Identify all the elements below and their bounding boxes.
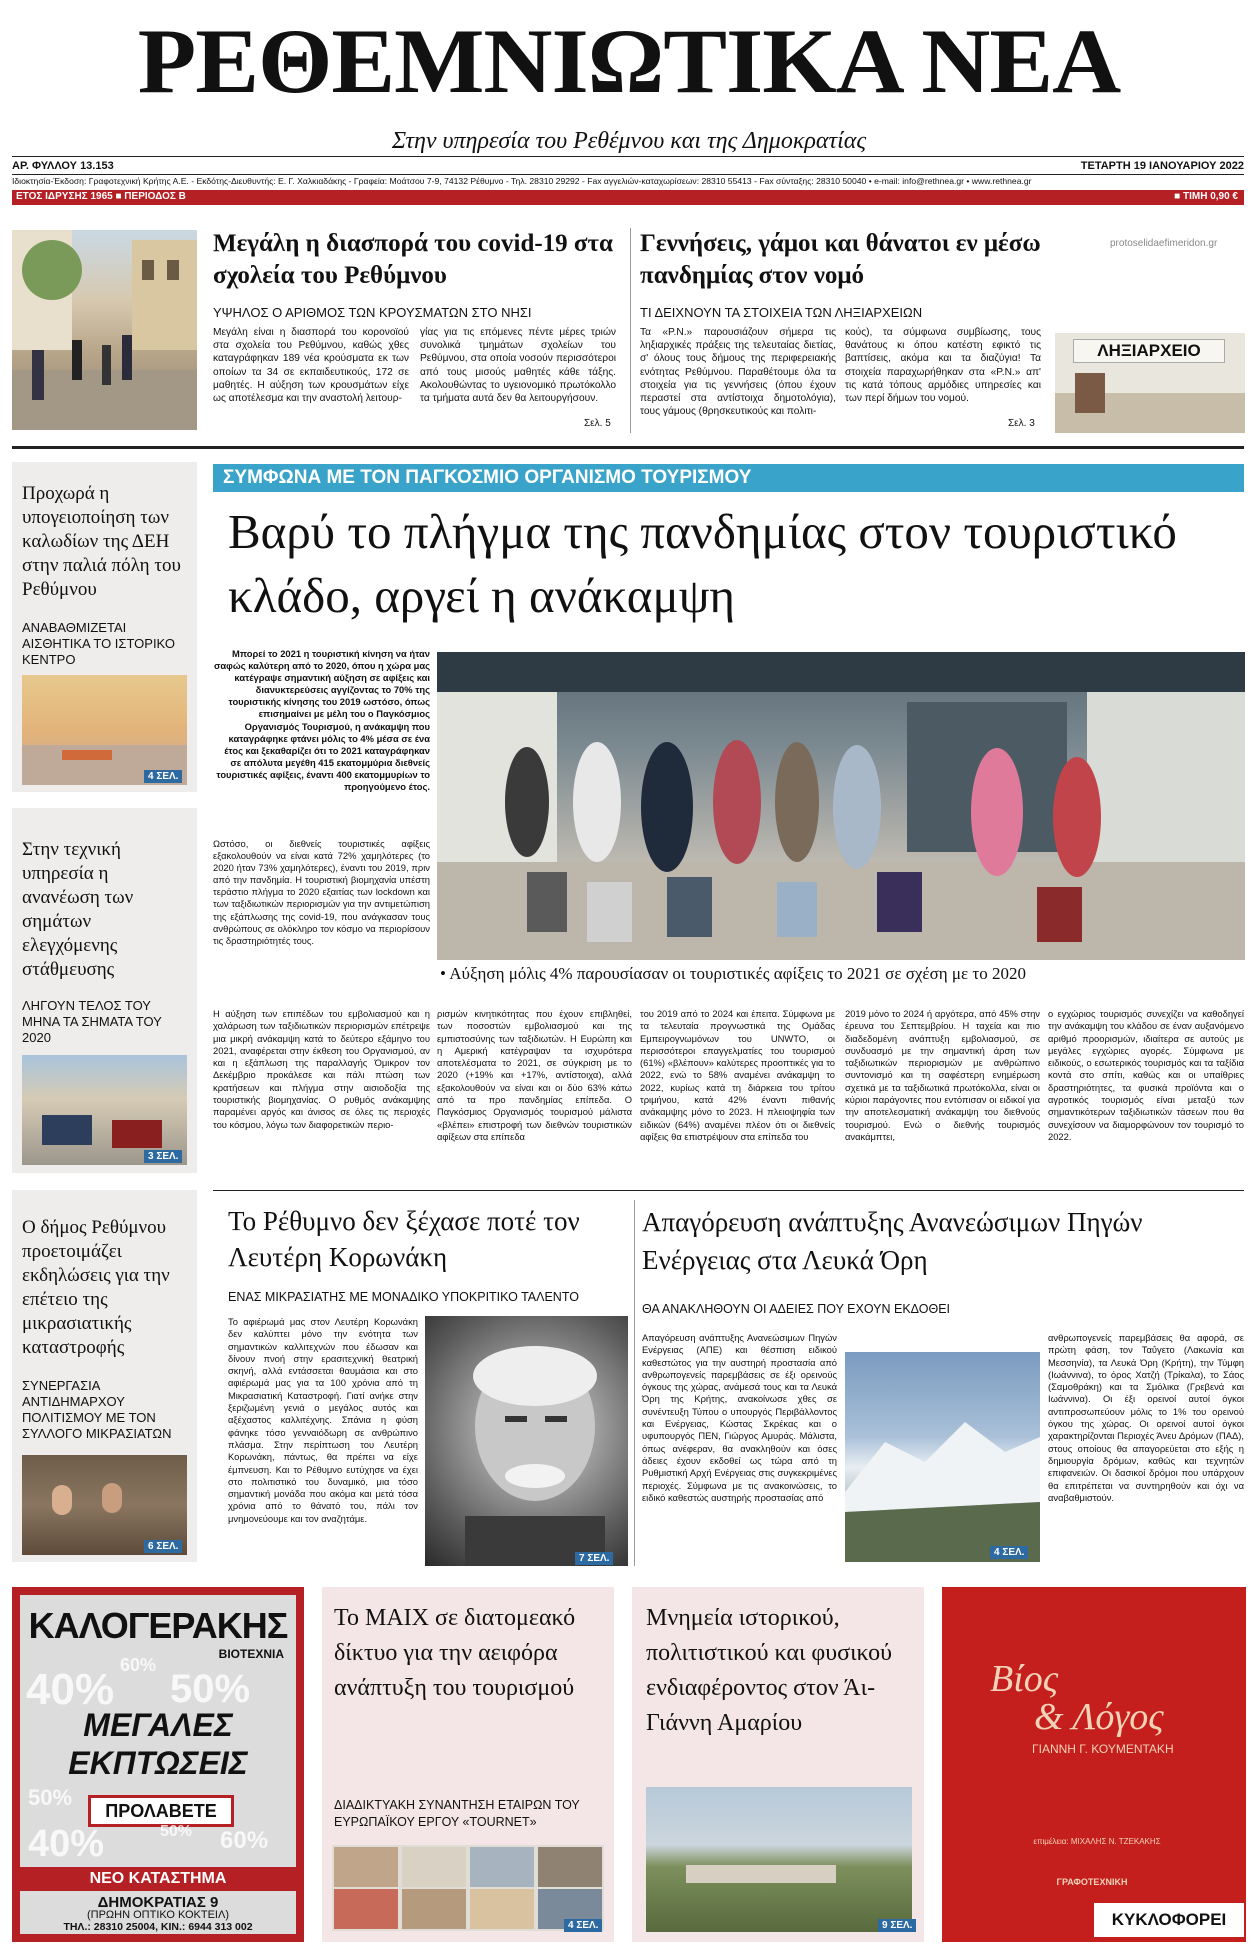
video-tile — [538, 1847, 602, 1887]
ad-brand-sub: ΒΙΟΤΕΧΝΙΑ — [218, 1647, 284, 1661]
ad-address: ΔΗΜΟΚΡΑΤΙΑΣ 9 — [97, 1894, 219, 1911]
sidebar-headline: Ο δήμος Ρεθύμνου προετοιμάζει εκδηλώσεις για την επέτειο της μικρασιατικής καταστροφής — [22, 1217, 170, 1358]
sidebar-subhead: ΛΗΓΟΥΝ ΤΕΛΟΣ ΤΟΥ ΜΗΝΑ ΤΑ ΣΗΜΑΤΑ ΤΟΥ 2020 — [22, 998, 162, 1045]
roadworks-barrier — [62, 750, 112, 760]
ad-percent: 60% — [120, 1655, 157, 1675]
main-col3: του 2019 από το 2024 και έπειτα. Σύμφωνα με τα τελευταία προγνωστικά της Ομάδας Εμπειρογνωμόνων του UNWTO, οι περισσότεροι επαγγελματίες του τουρισμού (61%) «βλέπουν» καλύτερες προοπτικές για το 2022, ενώ το 58% αναμένει ανάκαμψη το 2022, κυρίως κατά τη διάρκεια του τρίτου τριμήνου, κατά 42% έναντι πιθανής ανάκαμψης μόνο το 2023. Η πλειοψηφία των ειδικών (64%) αναμένει πλέον ότι οι διεθνείς αφίξεις θα επιστρέψουν στα επίπεδα του — [640, 1008, 835, 1142]
top-right-headline: Γεννήσεις, γάμοι και θάνατοι εν μέσω πανδημίας στον νομό — [640, 230, 1041, 289]
issue-date: ΤΕΤΑΡΤΗ 19 ΙΑΝΟΥΑΡΙΟΥ 2022 — [1080, 160, 1244, 172]
person — [52, 1485, 72, 1515]
maich-box — [322, 1587, 614, 1942]
video-tile — [402, 1847, 466, 1887]
koronakis-subhead: ΕΝΑΣ ΜΙΚΡΑΣΙΑΤΗΣ ΜΕ ΜΟΝΑΔΙΚΟ ΥΠΟΚΡΙΤΙΚΟ ΤΑΛΕΝΤΟ — [228, 1290, 579, 1304]
sidebar-headline: Στην τεχνική υπηρεσία η ανανέωση των σημάτων ελεγχόμενης στάθμευσης — [22, 839, 134, 980]
issue-number: ΑΡ. ΦΥΛΛΟΥ 13.153 — [12, 160, 114, 172]
main-col5: ο εγχώριος τουρισμός συνεχίζει να καθοδηγεί την ανάκαμψη του κλάδου σε έναν αυξανόμενο αριθμό προορισμών, ιδιαίτερα σε αυτούς με μεγάλες εγχώριες αγορές. Σύμφωνα με ειδικούς, ο εσωτερικός τουρισμός και τα ταξίδια κοντά στο σπίτι, καθώς και οι υπαίθριες δραστηριότητες, τα φυσικά προϊόντα και ο αγροτικός τουρισμός είναι μεταξύ των σημαντικότερων ταξιδιωτικών τάσεων που θα συνεχίσουν να διαμορφώνουν τον τουρισμό το 2022. — [1048, 1008, 1244, 1142]
koronakis-headline: Το Ρέθυμνο δεν ξέχασε ποτέ τον Λευτέρη Κορωνάκη — [228, 1206, 580, 1272]
ad-address2: (ΠΡΩΗΝ ΟΠΤΙΚΟ ΚΟΚΤΕΙΛ) — [86, 1909, 229, 1921]
sidebar-photo — [22, 1055, 187, 1165]
top-right-page: Σελ. 3 — [1008, 418, 1035, 429]
monuments-box — [632, 1587, 924, 1942]
ad-percent: 40% — [28, 1823, 105, 1865]
lefka-ori-photo — [845, 1352, 1040, 1562]
covid-schools-photo — [12, 230, 197, 430]
lefka-ori-page-badge: 4 ΣΕΛ. — [990, 1546, 1028, 1559]
airport-travelers-image — [437, 652, 1245, 960]
kalogerakis-ad[interactable] — [12, 1587, 304, 1942]
lefka-ori-col2: ανθρωπογενείς παρεμβάσεις θα αφορά, σε πρώτη φάση, τον Ταΰγετο (Λακωνία και Μεσσηνία), τα Λευκά Όρη (Κρήτη), την Τύμφη (Ιωάννινα), το όρος Χατζή (Τρίκαλα), το Σάος (Σαμοθράκη) και τα Σμόλικα (Γρεβενά και Ιωάννινα). Οι έξι ορεινοί αυτοί όγκοι αντιπροσωπεύουν μόλις το 1% του ορεινού όγκου της χώρας. Οι ορεινοί αυτοί όγκοι χαρακτηρίζονται Περιοχές Άνευ Δρόμων (ΠΑΔ), στους οποίους θα απαγορεύεται στο εξής η δημιουργία δρόμων, καθώς και τεχνητών επιφανειών. Οι δασικοί δρόμοι που υπάρχουν θα επιτρέπεται να συντηρηθούν και όχι να αναβαθμιστούν. — [1048, 1332, 1244, 1503]
book-title2: & Λόγος — [1034, 1696, 1164, 1738]
street-scene-image — [12, 230, 197, 430]
ad-phone: ΤΗΛ.: 28310 25004, ΚΙΝ.: 6944 313 002 — [63, 1921, 253, 1933]
ad-percent: 50% — [160, 1823, 193, 1840]
ad-line1: ΜΕΓΑΛΕΣ — [83, 1707, 233, 1743]
ad-percent: 50% — [28, 1785, 73, 1810]
ad-percent: 40% — [26, 1665, 115, 1714]
masthead-title: ΡΕΘΕΜΝΙΩΤΙΚΑ ΝΕΑ — [137, 10, 1121, 112]
village-houses — [686, 1865, 836, 1883]
sidebar-box-1 — [12, 462, 197, 792]
koronakis-page-badge: 7 ΣΕΛ. — [575, 1552, 613, 1565]
top-right-col2: κούς), τα σύμφωνα συμβίωσης, τους θανάτους κι όπου κατέστη εφικτό τις βαπτίσεις, ακόμα και τα διαζύγια! Τα στοιχεία παραχωρήθηκαν στα «Ρ.Ν.» απ' τις κατά τόπους αρμόδιες υπηρεσίες και των περί δήμων του νομού. — [845, 327, 1041, 405]
price-text: ■ ΤΙΜΗ 0,90 € — [1174, 191, 1238, 202]
maich-page-badge: 4 ΣΕΛ. — [564, 1919, 602, 1932]
lefka-ori-subhead: ΘΑ ΑΝΑΚΛΗΘΟΥΝ ΟΙ ΑΔΕΙΕΣ ΠΟΥ ΕΧΟΥΝ ΕΚΔΟΘΕΙ — [642, 1302, 951, 1316]
masthead-slogan: Στην υπηρεσία του Ρεθέμνου και της Δημοκρατίας — [391, 128, 867, 154]
watermark: protoselidaefimeridon.gr — [1110, 238, 1218, 249]
book-ad[interactable] — [942, 1587, 1246, 1942]
book-publisher: ΓΡΑΦΟΤΕΧΝΙΚΗ — [1056, 1877, 1128, 1887]
top-right-col1: Τα «Ρ.Ν.» παρουσιάζουν σήμερα τις ληξιαρχικές πράξεις της τελευταίας διετίας, σ' όλους τους δήμους της περιφερειακής ενότητας Ρεθύμνου. Παραθέτουμε όλα τα στοιχεία για τις γεννήσεις (όπου έχουν περαστεί στα αντίστοιχα δημοτολόγια), τους γάμους (θρησκευτικούς και πολιτι- — [640, 327, 836, 418]
ad-brand: ΚΑΛΟΓΕΡΑΚΗΣ — [28, 1605, 288, 1646]
top-left-headline: Μεγάλη η διασπορά του covid-19 στα σχολεία του Ρεθύμνου — [213, 230, 613, 289]
maich-headline: Το ΜΑΙΧ σε διατομεακό δίκτυο για την αειφόρα ανάπτυξη του τουρισμού — [334, 1605, 576, 1701]
sidebar-page-badge: 4 ΣΕΛ. — [144, 770, 182, 783]
ad-new-store: ΝΕΟ ΚΑΤΑΣΤΗΜΑ — [20, 1867, 296, 1891]
registry-sign: ΛΗΞΙΑΡΧΕΙΟ — [1073, 339, 1225, 363]
sidebar-subhead: ΣΥΝΕΡΓΑΣΙΑ ΑΝΤΙΔΗΜΑΡΧΟΥ ΠΟΛΙΤΙΣΜΟΥ ΜΕ ΤΟΝ ΣΥΛΛΟΓΟ ΜΙΚΡΑΣΙΑΤΩΝ — [22, 1378, 172, 1441]
ad-inner — [20, 1595, 296, 1934]
video-tile — [402, 1889, 466, 1929]
book-editor: επιμέλεια: ΜΙΧΑΛΗΣ Ν. ΤΖΕΚΑΚΗΣ — [1033, 1837, 1161, 1846]
video-tile — [470, 1847, 534, 1887]
top-right-subhead: ΤΙ ΔΕΙΧΝΟΥΝ ΤΑ ΣΤΟΙΧΕΙΑ ΤΩΝ ΛΗΞΙΑΡΧΕΙΩΝ — [640, 305, 923, 320]
founded-text: ΕΤΟΣ ΙΔΡΥΣΗΣ 1965 ■ ΠΕΡΙΟΔΟΣ Β — [16, 191, 186, 202]
sidebar-subhead: ΑΝΑΒΑΘΜΙΖΕΤΑΙ ΑΙΣΘΗΤΙΚΑ ΤΟ ΙΣΤΟΡΙΚΟ ΚΕΝΤΡΟ — [22, 620, 175, 667]
maich-subhead: ΔΙΑΔΙΚΤΥΑΚΗ ΣΥΝΑΝΤΗΣΗ ΕΤΑΙΡΩΝ ΤΟΥ ΕΥΡΩΠΑΪΚΟΥ ΕΡΓΟΥ «TOURNET» — [334, 1798, 580, 1829]
main-col1: Ωστόσο, οι διεθνείς τουριστικές αφίξεις εξακολουθούν να είναι κατά 72% χαμηλότερες (το 2020 ήταν 73% χαμηλότερες), έναντι του 2019, πριν από την πανδημία. Η τουριστική βιομηχανία υπέστη τεράστιο πλήγμα το 2020 εξαιτίας των lockdown και των ταξιδιωτικών περιορισμών για την αντιμετώπιση της εξάπλωσης της covid-19, που ανάγκασαν τους ανθρώπους σε ολόκληρο τον κόσμο να περιορίσουν τις δραστηριότητές τους. — [213, 838, 430, 946]
divider — [12, 156, 1244, 157]
top-left-subhead: ΥΨΗΛΟΣ Ο ΑΡΙΘΜΟΣ ΤΩΝ ΚΡΟΥΣΜΑΤΩΝ ΣΤΟ ΝΗΣΙ — [213, 305, 532, 320]
sidebar-page-badge: 6 ΣΕΛ. — [144, 1540, 182, 1553]
lefka-ori-headline: Απαγόρευση ανάπτυξης Ανανεώσιμων Πηγών Ενέργειας στα Λευκά Όρη — [642, 1207, 1143, 1275]
sidebar-photo — [22, 675, 187, 785]
airport-photo — [437, 652, 1245, 960]
ad-line2: ΕΚΠΤΩΣΕΙΣ — [68, 1745, 248, 1781]
main-lead: Μπορεί το 2021 η τουριστική κίνηση να ήταν σαφώς καλύτερη από το 2020, όπου η χώρα μας κατέγραψε σημαντική αύξηση σε αφίξεις και διανυκτερεύσεις αγγίζοντας το 70% της τουριστικής κίνησης του 2019 ωστόσο, όπως επισημαίνει με μέλη του ο Παγκόσμιος Οργανισμός Τουρισμού, η ανάκαμψη που καταγράφηκε φτάνει μόλις το 4% μέσα σε ένα έτος και ξεκαθαρίζει ότι το 2021 καταγράφηκαν σε απόλυτα μεγέθη 415 εκατομμύρια διεθνείς τουριστικές αφίξεις, έναντι 400 εκατομμυρίων το προηγούμενο έτος. — [213, 648, 430, 793]
parked-car — [42, 1115, 92, 1145]
monuments-headline: Μνημεία ιστορικού, πολιτιστικού και φυσικού ενδιαφέροντος στον Άι-Γιάννη Αμαρίου — [646, 1605, 892, 1736]
koronakis-body: Το αφιέρωμά μας στον Λευτέρη Κορωνάκη δεν καλύπτει μόνο την ενότητα των σημαντικών καλλιτεχνών που έδωσαν και δίνουν πνοή στην ερασιτεχνική θεατρική σκηνή, αλλά εντάσσεται θαυμάσια και στο αφιέρωμά μας για τα 100 χρόνια από τη Μικρασιατική Καταστροφή. Γιατί ανήκε στην ξεριζωμένη γενιά ο μεγάλος αυτός και αξέχαστος καλλιτέχνης. Σπάνια η φύση φάνηκε τόσο γενναιόδωρη σε ανθρώπινο πλάσμα. Στην περίπτωση του Λευτέρη Κορωνάκη, πάντως, θα πρέπει να είχε έμπνευση. Και το Ρέθυμνο ευτύχησε να έχει στο πολιτιστικό του δυναμικό, μια τόσο σημαντική μονάδα που ακόμα και μετά τόσα χρόνια από το θάνατό του, πάλι τον μνημονεύουμε και τον αναζητάμε. — [228, 1316, 418, 1524]
video-tile — [334, 1847, 398, 1887]
sidebar-box-3 — [12, 1190, 197, 1562]
section-divider — [12, 446, 1244, 449]
column-divider — [630, 228, 631, 433]
divider — [12, 174, 1244, 175]
main-photo-caption: • Αύξηση μόλις 4% παρουσίασαν οι τουριστικές αφίξεις το 2021 σε σχέση με το 2020 — [440, 964, 1026, 983]
registry-office-photo — [1055, 333, 1245, 433]
book-banner: ΚΥΚΛΟΦΟΡΕΙ — [1094, 1903, 1244, 1937]
main-col4: 2019 μόνο το 2024 ή αργότερα, από 45% στην έρευνα του Σεπτεμβρίου. Η ταχεία και πιο διαδεδομένη ανάπτυξη εμβολιασμού, σε συνδυασμό με την σημαντική άρση των ταξιδιωτικών περιορισμών με ανθρώπινο συντονισμό και τη σαφέστερη ενημέρωση σχετικά με τα ταξιδιωτικά πρωτόκολλα, είναι οι κύριοι παράγοντες που εντόπισαν οι ειδικοί για την αποτελεσματική ανάκαμψη του διεθνούς τουρισμού. Ενώ ο διεθνής τουρισμός ανακάμπτει, — [845, 1008, 1040, 1142]
person — [102, 1483, 122, 1513]
top-left-page: Σελ. 5 — [584, 418, 611, 429]
top-left-col1: Μεγάλη είναι η διασπορά του κορονοϊού στα σχολεία του Ρεθύμνου, καθώς χθες καταγράφηκαν 189 νέα κρούσματα εκ των οποίων τα 34 σε εκπαιδευτικούς, 172 σε μαθητές. Η αύξηση των κρουσμάτων είχε ως αποτέλεσμα και την αναστολή λειτουρ- — [213, 327, 409, 405]
koronakis-portrait — [425, 1316, 628, 1566]
main-kicker: ΣΥΜΦΩΝΑ ΜΕ ΤΟΝ ΠΑΓΚΟΣΜΙΟ ΟΡΓΑΝΙΣΜΟ ΤΟΥΡΙΣΜΟΥ — [213, 464, 1244, 492]
lefka-ori-col1: Απαγόρευση ανάπτυξης Ανανεώσιμων Πηγών Ενέργειας (ΑΠΕ) και θέσπιση ειδικού καθεστώτος για την αυστηρή προστασία από ανθρωπογενείς παρεμβάσεις σε έξι ορεινούς όγκους της χώρας, ανάμεσά τους και τα Λευκά Όρη της Κρήτης, ανακοίνωσε χθες σε συνέντευξη Τύπου ο υπουργός Περιβάλλοντος και Ενέργειας, Κώστας Σκρέκας και ο υφυπουργός ΠΕΝ, Γιώργος Αμυράς. Μάλιστα, όπως ανέφεραν, θα ανακληθούν και όσες άδειες έχουν εκδοθεί ως τώρα από τη Ρυθμιστική Αρχή Ενέργειας στις συγκεκριμένες περιοχές. Σύμφωνα με τις ανακοινώσεις, το ειδικό καθεστώς αυστηρής προστασίας από — [642, 1332, 837, 1503]
book-title1: Βίος — [990, 1658, 1059, 1700]
village-photo — [646, 1787, 912, 1932]
ad-cta[interactable]: ΠΡΟΛΑΒΕΤΕ — [88, 1795, 234, 1827]
publisher-line: Ιδιοκτησία-Έκδοση: Γραφοτεχνική Κρήτης Α.Ε. - Εκδότης-Διευθυντής: Ε. Γ. Χαλκιαδάκης - Γραφεία: Μοάτσου 7-9, 74132 Ρέθυμνο - Τηλ. 28310 29292 - Fax αγγελιών-καταχωρίσεων: 28310 55413 - Fax σύνταξης: 28310 50040 • e-mail: info@rethnea.gr • www.rethnea.gr — [12, 176, 1032, 186]
sidebar-headline: Προχωρά η υπογειοποίηση των καλωδίων της ΔΕΗ στην παλιά πόλη του Ρεθύμνου — [22, 483, 181, 600]
office-door — [1075, 373, 1105, 413]
sidebar-page-badge: 3 ΣΕΛ. — [144, 1150, 182, 1163]
founded-bar — [12, 190, 1244, 205]
top-left-col2: γίας για τις επόμενες πέντε μέρες τριών συνολικά τμημάτων σχολείων του Ρεθύμνου, στα οποία νοσούν περισσότεροι από τους μισούς μαθητές κάθε τάξης. Ακολουθώντας το υγειονομικό πρωτόκολλο τα τμήματα αυτά δεν θα λειτουργήσουν. — [420, 327, 616, 405]
snowy-mountains-image — [845, 1352, 1040, 1562]
sidebar-box-2 — [12, 808, 197, 1173]
main-headline: Βαρύ το πλήγμα της πανδημίας στον τουριστικό κλάδο, αργεί η ανάκαμψη — [228, 504, 1177, 623]
book-author: ΓΙΑΝΝΗ Γ. ΚΟΥΜΕΝΤΑΚΗ — [1032, 1742, 1174, 1756]
ad-percent: 50% — [170, 1667, 251, 1711]
portrait-image — [425, 1316, 628, 1566]
divider — [213, 1190, 1244, 1191]
ad-percent: 60% — [220, 1827, 269, 1854]
main-col2: ρισμών κινητικότητας που έχουν επιβληθεί, των ποσοστών εμβολιασμού και της εμπιστοσύνης των ταξιδιωτών. Η Ευρώπη και η Αμερική κατέγραψαν τα ισχυρότερα αποτελέσματα το 2021, σε σύγκριση με το 2020 (+19% και +17%, αντίστοιχα), αλλά εξακολουθούν να είναι και οι δύο 63% κάτω από τα προ πανδημίας επίπεδα. Ο Παγκόσμιος Οργανισμός τουρισμού μάλιστα «βλέπει» επιστροφή των διεθνών τουριστικών αφίξεων στα επίπεδα — [437, 1008, 632, 1142]
main-col1b: Η αύξηση των επιπέδων του εμβολιασμού και η χαλάρωση των ταξιδιωτικών περιορισμών επέτρεψε μια μικρή ανάκαμψη κατά το δεύτερο εξάμηνο του 2021, αναφέρεται στην έκθεση του Οργανισμού, αν και η εξάπλωση της παραλλαγής Όμικρον τον Δεκέμβριο προκάλεσε και πάλι πτώση των κρατήσεων και πλήγμα στην αισιοδοξία της τουριστικής βιομηχανίας. Ο ρυθμός ανάκαμψης παραμένει αργός και άνισος σε όλες τις περιοχές του κόσμου, λόγω των διαφορετικών περιο- — [213, 1008, 430, 1130]
monuments-page-badge: 9 ΣΕΛ. — [878, 1919, 916, 1932]
column-divider — [634, 1200, 635, 1566]
video-tile — [334, 1889, 398, 1929]
video-tile — [470, 1889, 534, 1929]
parked-car — [112, 1120, 162, 1148]
